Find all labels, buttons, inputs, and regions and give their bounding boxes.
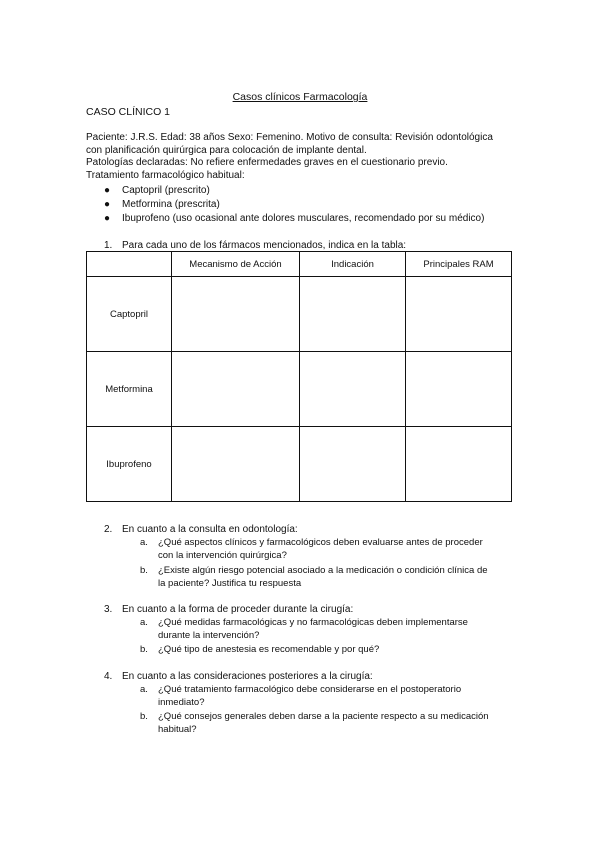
drug-bullet-list: [104, 184, 484, 226]
table-cell: [300, 427, 406, 502]
list-item-text: Metformina (prescrita): [122, 199, 220, 210]
sub-line: con la intervención quirúrgica?: [158, 550, 287, 561]
sub-letter: b.: [140, 711, 148, 722]
sub-line: ¿Existe algún riesgo potencial asociado a la medicación o condición clínica de: [158, 565, 488, 576]
bullet-icon: ●: [104, 213, 111, 224]
table-header-cell: Mecanismo de Acción: [172, 252, 300, 277]
question-text: Para cada uno de los fármacos mencionados, indica en la tabla:: [122, 240, 407, 251]
row-label: Captopril: [87, 277, 172, 352]
row-label: Ibuprofeno: [87, 427, 172, 502]
sub-letter: b.: [140, 565, 148, 576]
table-row: [87, 352, 512, 427]
patient-intro: [86, 132, 526, 182]
drug-table: [86, 251, 512, 502]
table-cell: [172, 352, 300, 427]
document-title: Casos clínicos Farmacología: [232, 91, 368, 103]
table-cell: [172, 427, 300, 502]
sub-line: la paciente? Justifica tu respuesta: [158, 578, 302, 589]
question-text: En cuanto a la consulta en odontología:: [122, 524, 298, 535]
sub-line: ¿Qué tipo de anestesia es recomendable y por qué?: [158, 644, 380, 655]
question-text: En cuanto a las consideraciones posteriores a la cirugía:: [122, 671, 373, 682]
list-item-text: Ibuprofeno (uso ocasional ante dolores musculares, recomendado por su médico): [122, 213, 485, 224]
table-cell: [300, 352, 406, 427]
table-header-cell: Indicación: [300, 252, 406, 277]
table-header-cell: Principales RAM: [406, 252, 512, 277]
question-4: [104, 670, 373, 683]
list-item: [104, 198, 484, 212]
intro-line: con planificación quirúrgica para colocación de implante dental.: [86, 144, 367, 156]
case-label: CASO CLÍNICO 1: [86, 106, 171, 118]
question-text: En cuanto a la forma de proceder durante la cirugía:: [122, 604, 354, 615]
list-item: [104, 212, 484, 226]
list-item: [104, 184, 484, 198]
table-cell: [406, 427, 512, 502]
question-number: 1.: [104, 240, 113, 251]
table-row: [87, 427, 512, 502]
intro-line: Patologías declaradas: No refiere enfermedades graves en el cuestionario previo.: [86, 157, 448, 168]
table-row: [87, 277, 512, 352]
sub-letter: a.: [140, 537, 148, 548]
table-cell: [300, 277, 406, 352]
question-2: [104, 523, 298, 536]
table-header-row: [87, 252, 512, 277]
question-number: 4.: [104, 671, 113, 682]
sub-line: habitual?: [158, 724, 197, 735]
question-3: [104, 603, 353, 616]
sub-line: ¿Qué tratamiento farmacológico debe considerarse en el postoperatorio: [158, 684, 462, 695]
sub-line: durante la intervención?: [158, 630, 260, 641]
sub-line: inmediato?: [158, 697, 205, 708]
question-number: 3.: [104, 604, 113, 615]
sub-letter: a.: [140, 684, 148, 695]
sub-line: ¿Qué medidas farmacológicas y no farmacológicas deben implementarse: [158, 617, 468, 628]
table-cell: [406, 352, 512, 427]
table-header-cell: [87, 252, 172, 277]
sub-line: ¿Qué consejos generales deben darse a la paciente respecto a su medicación: [158, 711, 489, 722]
table-cell: [406, 277, 512, 352]
sub-letter: a.: [140, 617, 148, 628]
sub-letter: b.: [140, 644, 148, 655]
table-cell: [172, 277, 300, 352]
bullet-icon: ●: [104, 199, 111, 210]
question-number: 2.: [104, 524, 113, 535]
list-item-text: Captopril (prescrito): [122, 185, 210, 196]
intro-line: Paciente: J.R.S. Edad: 38 años Sexo: Femenino. Motivo de consulta: Revisión odontológica: [86, 132, 493, 143]
sub-line: ¿Qué aspectos clínicos y farmacológicos deben evaluarse antes de proceder: [158, 537, 483, 548]
bullet-icon: ●: [104, 185, 111, 196]
intro-line: Tratamiento farmacológico habitual:: [86, 169, 245, 181]
row-label: Metformina: [87, 352, 172, 427]
